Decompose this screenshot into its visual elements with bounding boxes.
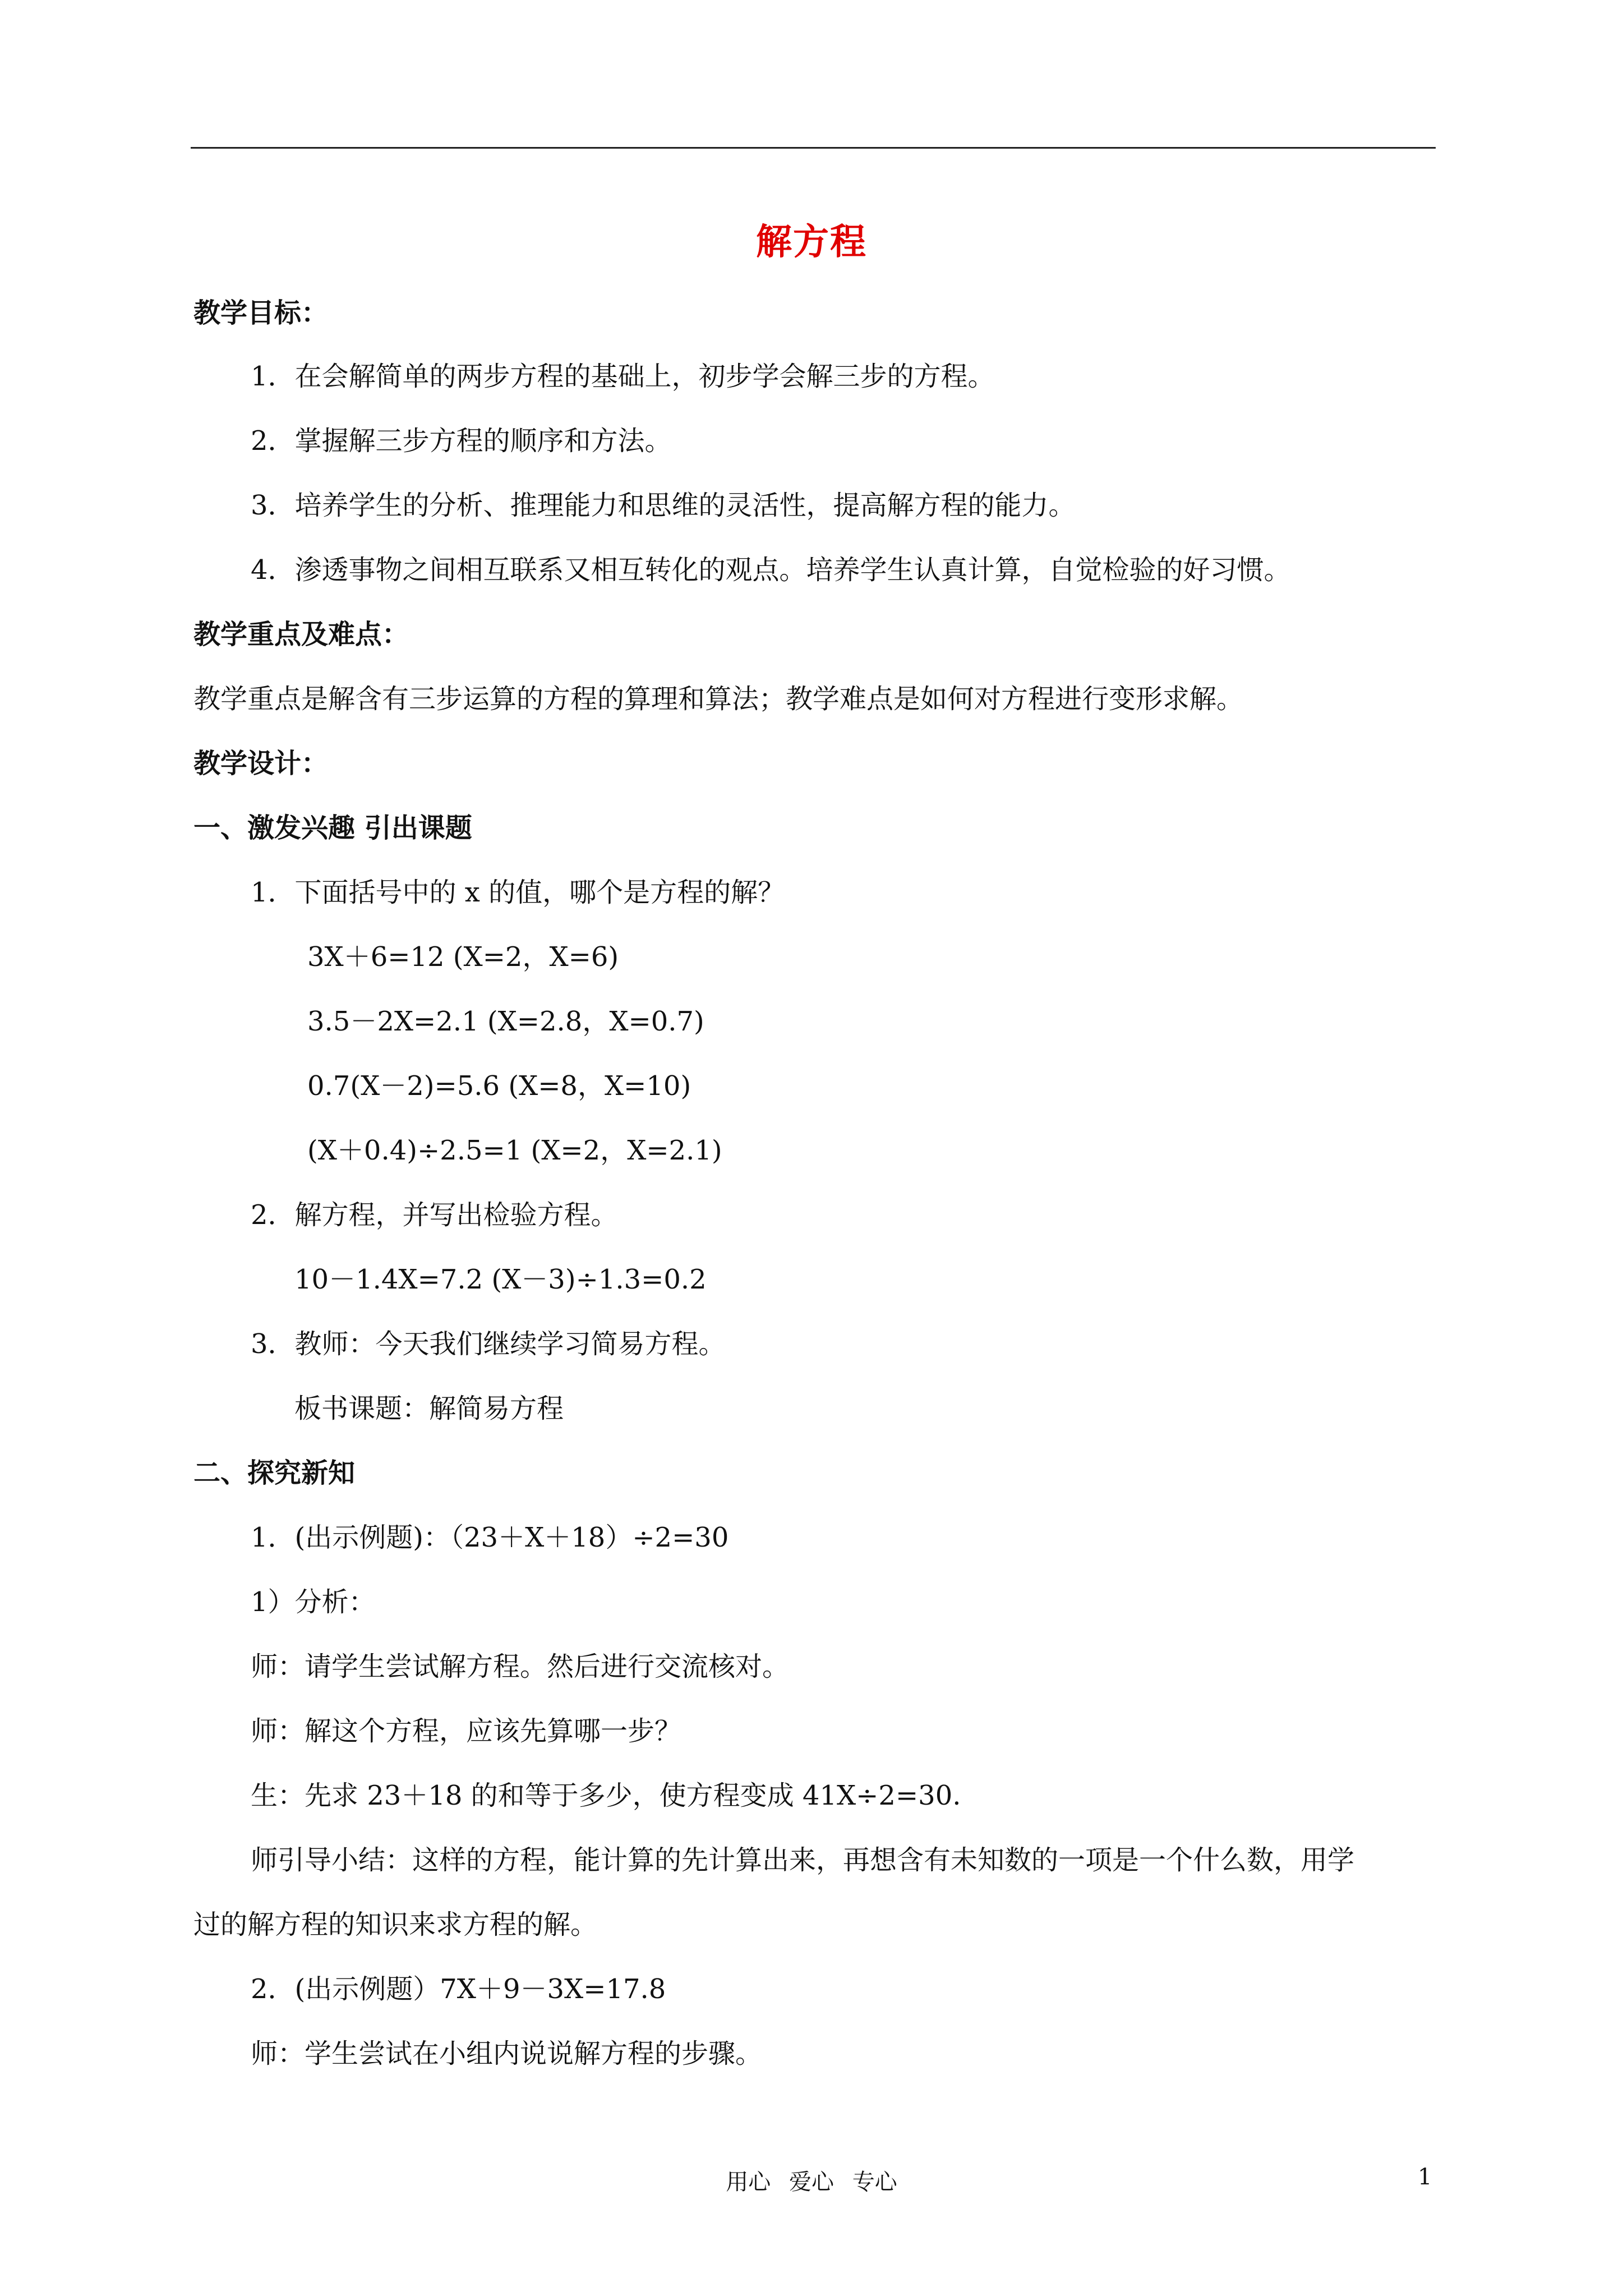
- objective-4: 4．渗透事物之间相互联系又相互转化的观点。培养学生认真计算，自觉检验的好习惯。: [251, 554, 1291, 586]
- question-3: 3．教师：今天我们继续学习简易方程。: [251, 1328, 726, 1360]
- question-1-item: (X＋0.4)÷2.5=1 (X=2，X=2.1): [307, 1135, 722, 1166]
- example-2: 2．(出示例题）7X＋9－3X=17.8: [251, 1973, 666, 2005]
- example-1-summary: 师引导小结：这样的方程，能计算的先计算出来，再想含有未知数的一项是一个什么数，用学: [251, 1844, 1355, 1876]
- part2-heading: 二、探究新知: [193, 1457, 356, 1489]
- question-1-item: 3X＋6=12 (X=2，X=6): [307, 941, 619, 973]
- section-design-heading: 教学设计：: [193, 748, 329, 779]
- example-1-summary-cont: 过的解方程的知识来求方程的解。: [193, 1909, 598, 1940]
- question-1: 1．下面括号中的 x 的值，哪个是方程的解？: [251, 877, 785, 908]
- question-2-items: 10－1.4X=7.2 (X－3)÷1.3=0.2: [294, 1264, 707, 1295]
- example-1-analysis: 1）分析：: [251, 1586, 376, 1618]
- example-1-line: 师：解这个方程，应该先算哪一步？: [251, 1715, 682, 1747]
- footer-motto: 用心 爱心 专心: [726, 2169, 897, 2195]
- example-1: 1．(出示例题)：（23＋X＋18）÷2=30: [251, 1522, 729, 1553]
- section-objectives-heading: 教学目标：: [193, 297, 329, 329]
- example-1-line: 师：请学生尝试解方程。然后进行交流核对。: [251, 1651, 790, 1682]
- objective-3: 3．培养学生的分析、推理能力和思维的灵活性，提高解方程的能力。: [251, 490, 1076, 521]
- document-title: 解方程: [756, 221, 867, 263]
- section-key-heading: 教学重点及难点：: [193, 619, 409, 650]
- header-rule: [191, 147, 1436, 149]
- example-1-line: 生：先求 23＋18 的和等于多少，使方程变成 41X÷2=30.: [251, 1780, 961, 1811]
- objective-2: 2．掌握解三步方程的顺序和方法。: [251, 425, 672, 457]
- key-text: 教学重点是解含有三步运算的方程的算理和算法；教学难点是如何对方程进行变形求解。: [193, 683, 1244, 715]
- question-1-item: 0.7(X－2)=5.6 (X=8，X=10): [307, 1070, 691, 1102]
- part1-heading: 一、激发兴趣 引出课题: [193, 812, 472, 844]
- question-1-item: 3.5－2X=2.1 (X=2.8，X=0.7): [307, 1006, 704, 1037]
- objective-1: 1．在会解简单的两步方程的基础上，初步学会解三步的方程。: [251, 361, 995, 392]
- question-3-sub: 板书课题：解简易方程: [294, 1393, 564, 1424]
- question-2: 2．解方程，并写出检验方程。: [251, 1199, 618, 1231]
- example-2-line: 师：学生尝试在小组内说说解方程的步骤。: [251, 2038, 763, 2069]
- page-number: 1: [1418, 2164, 1432, 2190]
